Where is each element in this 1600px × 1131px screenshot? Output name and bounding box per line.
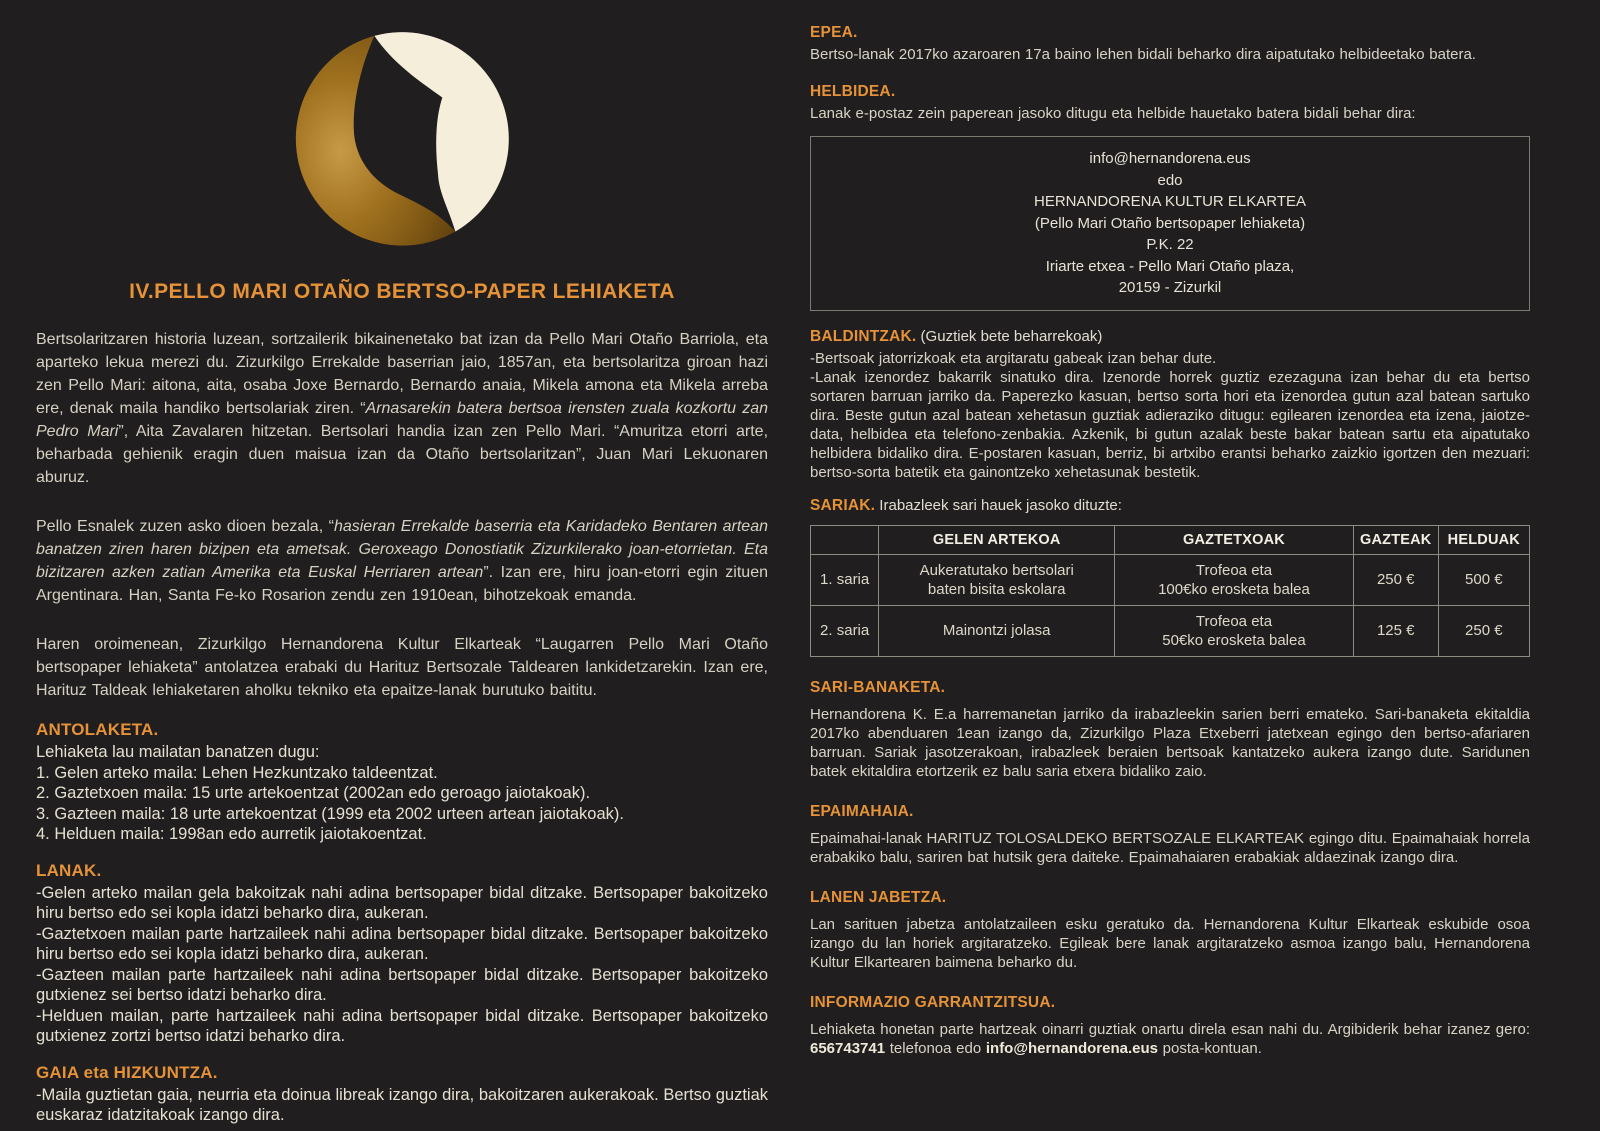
table-header-cell: [811, 525, 879, 554]
table-header-cell: GELEN ARTEKOA: [879, 525, 1115, 554]
list-item: 2. Gaztetxoen maila: 15 urte artekoentzat (2002an edo geroago jaiotakoak).: [36, 784, 591, 802]
table-cell: [879, 554, 1115, 605]
italic-quote: Arnasarekin batera bertsoa irensten zuala kozkortu zan Pedro Mari: [36, 400, 769, 440]
list-item: -Gaztetxoen mailan parte hartzaileek nahi adina bertsopaper bidal ditzake. Bertsopaper bakoitzeko hiru bertso edo sei kopla idatzi beharko dira, aukeran.: [36, 924, 768, 963]
address-line-email: info@hernandorena.eus: [1089, 150, 1251, 167]
table-cell: 500 €: [1438, 554, 1529, 605]
section-heading-epaimahaia: EPAIMAHAIA.: [810, 802, 914, 820]
section-heading-gaia: GAIA eta HIZKUNTZA.: [36, 1062, 218, 1082]
cell-line: Aukeratutako bertsolari: [919, 561, 1074, 579]
logo-container: [36, 0, 768, 248]
list-item: 1. Gelen arteko maila: Lehen Hezkuntzako taldeentzat.: [36, 763, 438, 782]
address-line: edo: [1157, 171, 1183, 189]
list-item: 3. Gazteen maila: 18 urte artekoentzat (1999 eta 2002 urteen artean jaiotakoak).: [36, 804, 624, 823]
cell-line: Trofeoa eta: [1195, 561, 1273, 579]
intro-paragraph-3: Haren oroimenean, Zizurkilgo Hernandorena Kultur Elkarteak “Laugarren Pello Mari Otaño bertsopaper lehiaketa” antolatzea erabaki du Harituz Bertsozale Taldearen lankidetzarekin. Izan ere, Harituz Taldeak lehiaketaren aholku tekniko eta epaitze-lanak burutuko baititu.: [36, 636, 768, 699]
hernandorena-logo: [293, 30, 511, 248]
cell-line: 100€ko erosketa balea: [1158, 580, 1310, 598]
table-cell: Mainontzi jolasa: [879, 605, 1115, 656]
text-segment: Lehiaketa honetan parte hartzeak oinarri guztiak onartu direla esan nahi du. Argibiderik behar izanez gero:: [810, 1020, 1530, 1038]
table-row: [811, 605, 1530, 656]
page-title: IV.PELLO MARI OTAÑO BERTSO-PAPER LEHIAKETA: [129, 280, 675, 303]
section-baldintzak: [810, 328, 1530, 482]
section-epea: [810, 24, 1530, 64]
table-cell: 250 €: [1438, 605, 1529, 656]
list-item: -Helduen mailan, parte hartzaileek nahi adina bertsopaper bidal ditzake. Bertsopaper bakoitzeko gutxienez zortzi bertso idatzi beharko dira.: [36, 1006, 768, 1045]
epea-body: Bertso-lanak 2017ko azaroaren 17a baino lehen bidali beharko dira aipatutako helbideetako batera.: [810, 46, 1476, 63]
cell-line: baten bisita eskolara: [927, 580, 1066, 598]
text-segment: ”. Izan ere, hiru joan-etorri egin zituen Argentinara. Han, Santa Fe-ko Rosarion zendu zen 1910ean, bihotzekoak emanda.: [36, 564, 769, 604]
table-cell-label: 2. saria: [811, 605, 879, 656]
table-cell: 250 €: [1353, 554, 1438, 605]
table-cell: [1115, 554, 1354, 605]
section-heading-sari-banaketa: SARI-BANAKETA.: [810, 678, 946, 696]
phone-number: 656743741: [810, 1039, 886, 1057]
sari-banaketa-body: Hernandorena K. E.a harremanetan jarriko da irabazleekin sarien berri emateko. Sari-banaketa ekitaldia 2017ko abenduaren 1ean izango da, Zizurkilgo Plaza Etxeberri jatetxean egingo den bertso-afariaren barruan. Sariak jasotzerakoan, irabazleek beraien bertsoak kantatzeko aukera izango dute. Saridunen batek ekitaldira etortzerik ez balu saria etxera bidaliko zaio.: [810, 705, 1530, 780]
section-heading-epea: EPEA.: [810, 24, 858, 41]
list-item: 4. Helduen maila: 1998an edo aurretik jaiotakoentzat.: [36, 825, 427, 843]
baldintzak-item: -Bertsoak jatorrizkoak eta argitaratu gabeak izan behar dute.: [810, 349, 1217, 367]
section-heading-sariak: SARIAK.: [810, 496, 876, 514]
list-item: -Maila guztietan gaia, neurria eta doinua libreak izango dira, bakoitzaren aukerakoak. Bertso guztiak euskaraz idatzitakoak izango dira.: [36, 1085, 768, 1124]
section-heading-helbidea: HELBIDEA.: [810, 83, 896, 100]
heading-note: Irabazleek sari hauek jasoko dituzte:: [875, 496, 1122, 514]
address-box: [810, 136, 1530, 311]
lanen-jabetza-body: Lan sarituen jabetza antolatzaileen esku geratuko da. Hernandorena Kultur Elkarteak eskubide osoa izango du lan horiek argitaratzeko. Egileak bere lanak argitaratzeko asmoa izango balu, Hernandorena Kultur Elkartearen baimena beharko du.: [810, 915, 1530, 971]
email-address: info@hernandorena.eus: [985, 1039, 1159, 1057]
section-epaimahaia: [810, 803, 1530, 867]
table-header-cell: GAZTEAK: [1353, 525, 1438, 554]
section-sariak: [810, 497, 1530, 657]
table-cell: 125 €: [1353, 605, 1438, 656]
section-heading-antolaketa: ANTOLAKETA.: [36, 720, 159, 739]
table-cell-label: 1. saria: [811, 554, 879, 605]
section-sari-banaketa: [810, 679, 1530, 781]
text-segment: telefonoa edo: [885, 1039, 986, 1057]
epaimahaia-body: Epaimahai-lanak HARITUZ TOLOSALDEKO BERTSOZALE ELKARTEAK egingo ditu. Epaimahaiak horrela erabakiko balu, sariren bat hutsik gera daiteke. Epaimahaiaren erabakiak aldaezinak izango dira.: [810, 829, 1530, 866]
section-heading-lanen-jabetza: LANEN JABETZA.: [810, 888, 947, 906]
intro-paragraph-2: [36, 515, 768, 607]
table-cell: [1115, 605, 1354, 656]
table-header-cell: GAZTETXOAK: [1115, 525, 1354, 554]
section-lanen-jabetza: [810, 889, 1530, 972]
address-line: Iriarte etxea - Pello Mari Otaño plaza,: [1045, 257, 1295, 275]
intro-paragraph-1: [36, 328, 768, 489]
prizes-table: [810, 525, 1530, 657]
text-segment: Bertsolaritzaren historia luzean, sortzailerik bikainenetako bat izan da Pello Mari Otaño Barriola, eta aparteko lekua merezi du. Zizurkilgo Errekalde baserrian jaio, 1857an, eta bertsolaritza giroan hazi zen Pello Mari: aitona, aita, osaba Joxe Bernardo, Bernardo anaia, Mikela amona eta Mikela arreba ere, denak maila handiko bertsolariak ziren. “: [36, 331, 768, 417]
text-segment: posta-kontuan.: [1158, 1039, 1262, 1057]
right-column: [810, 24, 1530, 1058]
gaia-list: [36, 1085, 768, 1126]
section-heading-baldintzak: BALDINTZAK.: [810, 327, 917, 345]
list-item: -Gazteen mailan parte hartzaileek nahi adina bertsopaper bidal ditzake. Bertsopaper bakoitzeko gutxienez sei bertso idatzi beharko dira.: [36, 965, 768, 1004]
informazioa-body: [810, 1020, 1530, 1058]
text-segment: ”, Aita Zavalaren hitzetan. Bertsolari handia izan zen Pello Mari. “Amuritza etorri arte, beharbada gehienik eragin duen maisua izan da Otaño bertsolaritzan”, Juan Mari Lekuonaren aburuz.: [36, 423, 769, 486]
baldintzak-item: -Lanak izenordez bakarrik sinatuko dira. Izenorde horrek guztiz ezezaguna izan behar du eta bertso sortaren barruan jarriko da. Paperezko kasuan, bertso sorta hori eta izenordea gutun azal batean sartuko dira. Beste gutun azal batean xehetasun guztiak adieraziko ditugu: egilearen izenordea eta izena, jaiotze-data, helbidea eta telefono-zenbakia. Azkenik, bi gutun azalak beste bakar batean sartu eta aipatutako helbidera bidaliko dira. E-postaren kasuan, berriz, bi artxibo erantsi beharko zaizkio igortzen den mezuari: bertso-sorta batetik eta gainontzeko xehetasunak bestetik.: [810, 368, 1530, 481]
cell-line: 50€ko erosketa balea: [1162, 631, 1306, 649]
lanak-list: [36, 883, 768, 1047]
section-informazioa: [810, 994, 1530, 1058]
table-row: [811, 554, 1530, 605]
table-header-cell: HELDUAK: [1438, 525, 1529, 554]
section-helbidea: [810, 83, 1530, 311]
left-column: [36, 0, 768, 1126]
italic-quote: hasieran Errekalde baserria eta Karidadeko Bentaren artean banatzen ziren haren bizipen eta ametsak. Geroxeago Donostiatik Zizurkilerako joan-etorrietan. Eta bizitzaren azken zatian Amerika eta Euskal Herriaren artean: [36, 518, 768, 581]
address-line: (Pello Mari Otaño bertsopaper lehiaketa): [1034, 214, 1306, 232]
list-item: -Gelen arteko mailan gela bakoitzak nahi adina bertsopaper bidal ditzake. Bertsopaper bakoitzeko hiru bertso edo sei kopla idatzi beharko dira, aukeran.: [36, 883, 768, 922]
text-segment: Pello Esnalek zuzen asko dioen bezala, “: [36, 518, 334, 535]
cell-line: Trofeoa eta: [1195, 612, 1273, 630]
address-line: HERNANDORENA KULTUR ELKARTEA: [1033, 193, 1306, 210]
heading-note: (Guztiek bete beharrekoak): [916, 327, 1103, 345]
address-line: 20159 - Zizurkil: [1118, 279, 1222, 296]
address-line: P.K. 22: [1146, 236, 1194, 253]
helbidea-body: Lanak e-postaz zein paperean jasoko ditugu eta helbide hauetako batera bidali behar dira:: [810, 105, 1416, 122]
table-header-row: [811, 525, 1530, 554]
list-item: Lehiaketa lau mailatan banatzen dugu:: [36, 743, 320, 761]
section-heading-informazioa: INFORMAZIO GARRANTZITSUA.: [810, 993, 1056, 1011]
section-heading-lanak: LANAK.: [36, 860, 102, 880]
antolaketa-list: [36, 742, 768, 845]
